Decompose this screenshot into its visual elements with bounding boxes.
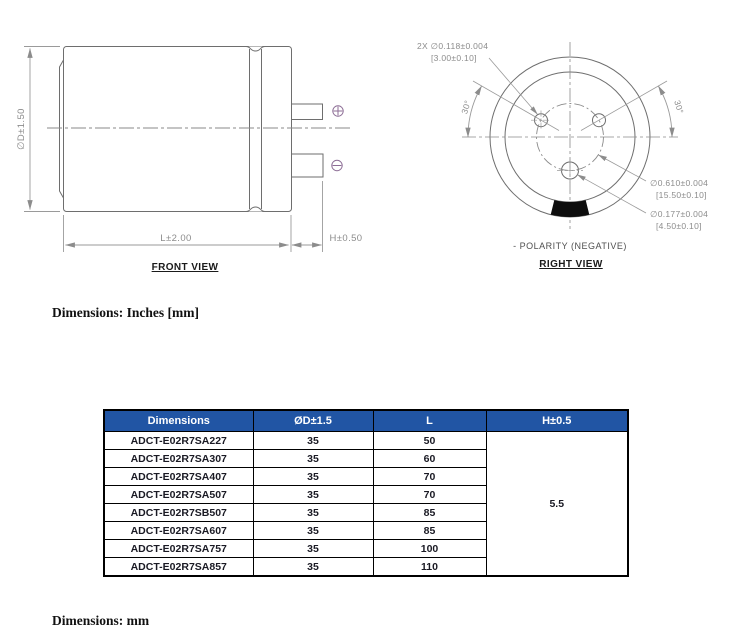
part-number-cell: ADCT-E02R7SA857 bbox=[104, 558, 253, 577]
dimensions-table bbox=[103, 409, 629, 577]
left-rim-lip bbox=[60, 60, 64, 198]
part-number-cell: ADCT-E02R7SA407 bbox=[104, 468, 253, 486]
plus-circle-icon bbox=[333, 106, 343, 116]
hole-crosshairs bbox=[531, 111, 583, 184]
length-cell: 50 bbox=[373, 432, 486, 450]
diameter-cell: 35 bbox=[253, 522, 373, 540]
polarity-marking-wedge bbox=[551, 200, 590, 217]
right-view-title: RIGHT VIEW bbox=[539, 259, 603, 270]
diameter-cell: 35 bbox=[253, 432, 373, 450]
header-dimensions: Dimensions bbox=[104, 410, 253, 432]
terminal-polarity-symbols bbox=[332, 106, 343, 171]
part-number-cell: ADCT-E02R7SA757 bbox=[104, 540, 253, 558]
front-view-title: FRONT VIEW bbox=[151, 262, 219, 273]
crimp-groove-notch bbox=[246, 207, 265, 212]
pitch-circle-label-line2: [15.50±0.10] bbox=[656, 190, 707, 200]
negative-hole-label-line1: ∅0.177±0.004 bbox=[650, 209, 709, 219]
pitch-circle-label-line1: ∅0.610±0.004 bbox=[650, 178, 709, 188]
front-view-drawing bbox=[60, 47, 324, 212]
length-cell: 85 bbox=[373, 504, 486, 522]
negative-hole-leader bbox=[577, 175, 646, 213]
holes-note-line1: 2X ∅0.118±0.004 bbox=[417, 41, 489, 51]
crimp-groove-notch bbox=[246, 47, 265, 52]
part-number-cell: ADCT-E02R7SB507 bbox=[104, 504, 253, 522]
part-number-cell: ADCT-E02R7SA227 bbox=[104, 432, 253, 450]
part-number-cell: ADCT-E02R7SA507 bbox=[104, 486, 253, 504]
polarity-note: - POLARITY (NEGATIVE) bbox=[513, 241, 627, 251]
units-caption-bottom: Dimensions: mm bbox=[52, 613, 150, 628]
angle-left-label: 30° bbox=[459, 98, 473, 116]
diameter-dimension-label: ∅D±1.50 bbox=[16, 108, 27, 150]
table-header-row bbox=[104, 410, 628, 432]
height-merged-cell: 5.5 bbox=[486, 432, 628, 577]
diameter-cell: 35 bbox=[253, 558, 373, 577]
front-view-dimensions bbox=[24, 47, 323, 253]
table-row bbox=[104, 432, 628, 450]
header-diameter: ØD±1.5 bbox=[253, 410, 373, 432]
height-dimension-label: H±0.50 bbox=[329, 233, 363, 244]
pitch-circle-leader bbox=[599, 155, 647, 181]
right-view-centerlines bbox=[462, 42, 678, 229]
holes-note-line2: [3.00±0.10] bbox=[431, 53, 477, 63]
diameter-cell: 35 bbox=[253, 540, 373, 558]
diameter-cell: 35 bbox=[253, 486, 373, 504]
length-cell: 70 bbox=[373, 468, 486, 486]
minus-circle-icon bbox=[332, 160, 342, 170]
header-height: H±0.5 bbox=[486, 410, 628, 432]
header-length: L bbox=[373, 410, 486, 432]
diameter-cell: 35 bbox=[253, 504, 373, 522]
length-cell: 100 bbox=[373, 540, 486, 558]
positive-terminal bbox=[292, 104, 323, 120]
length-cell: 70 bbox=[373, 486, 486, 504]
angle-right-label: 30° bbox=[672, 98, 686, 116]
negative-hole-label-line2: [4.50±0.10] bbox=[656, 221, 702, 231]
diameter-cell: 35 bbox=[253, 450, 373, 468]
length-cell: 60 bbox=[373, 450, 486, 468]
diameter-cell: 35 bbox=[253, 468, 373, 486]
capacitor-body-outline bbox=[64, 47, 292, 212]
length-dimension-label: L±2.00 bbox=[160, 233, 192, 244]
part-number-cell: ADCT-E02R7SA607 bbox=[104, 522, 253, 540]
units-caption-top: Dimensions: Inches [mm] bbox=[52, 305, 199, 320]
negative-terminal bbox=[292, 154, 324, 177]
part-number-cell: ADCT-E02R7SA307 bbox=[104, 450, 253, 468]
length-cell: 110 bbox=[373, 558, 486, 577]
technical-drawing bbox=[0, 0, 730, 300]
length-cell: 85 bbox=[373, 522, 486, 540]
